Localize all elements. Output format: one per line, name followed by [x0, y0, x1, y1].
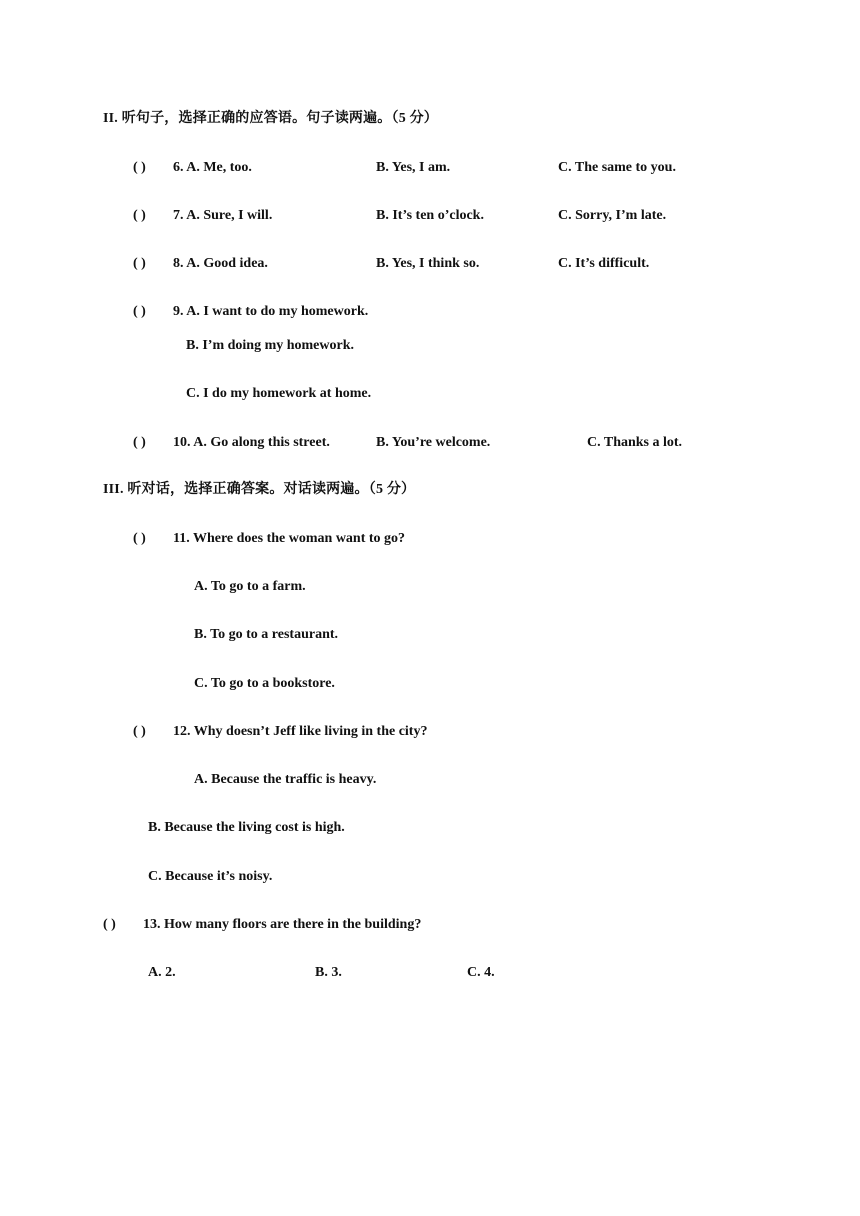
section-3-heading: III. 听对话，选择正确答案。对话读两遍。（5 分）: [103, 482, 416, 497]
q13-option-c: C. 4.: [467, 965, 495, 980]
q11-option-a: A. To go to a farm.: [194, 579, 306, 594]
q13-option-b: B. 3.: [315, 965, 342, 980]
q12-prompt: 12. Why doesn’t Jeff like living in the city?: [173, 724, 428, 739]
q12-option-c: C. Because it’s noisy.: [148, 869, 273, 884]
q12-option-b: B. Because the living cost is high.: [148, 820, 345, 835]
q8-option-a: 8. A. Good idea.: [173, 256, 268, 271]
q11-prompt: 11. Where does the woman want to go?: [173, 531, 406, 546]
q10-option-b: B. You’re welcome.: [376, 435, 491, 450]
q9-option-c: C. I do my homework at home.: [186, 386, 372, 401]
q8-option-c: C. It’s difficult.: [558, 256, 650, 271]
q6-option-a: 6. A. Me, too.: [173, 160, 252, 175]
q9-option-a: 9. A. I want to do my homework.: [173, 304, 369, 319]
answer-blank-q8[interactable]: ( ): [133, 256, 146, 271]
q12-option-a: A. Because the traffic is heavy.: [194, 772, 377, 787]
answer-blank-q13[interactable]: ( ): [103, 917, 116, 932]
q11-option-c: C. To go to a bookstore.: [194, 676, 335, 691]
q9-option-b: B. I’m doing my homework.: [186, 338, 355, 353]
answer-blank-q7[interactable]: ( ): [133, 208, 146, 223]
q7-option-c: C. Sorry, I’m late.: [558, 208, 667, 223]
q10-option-a: 10. A. Go along this street.: [173, 435, 330, 450]
q13-prompt: 13. How many floors are there in the building?: [143, 917, 422, 932]
section-2-heading: II. 听句子，选择正确的应答语。句子读两遍。（5 分）: [103, 111, 438, 126]
answer-blank-q11[interactable]: ( ): [133, 531, 146, 546]
q6-option-b: B. Yes, I am.: [376, 160, 451, 175]
q7-option-b: B. It’s ten o’clock.: [376, 208, 484, 223]
q13-option-a: A. 2.: [148, 965, 176, 980]
answer-blank-q6[interactable]: ( ): [133, 160, 146, 175]
q10-option-c: C. Thanks a lot.: [587, 435, 683, 450]
answer-blank-q9[interactable]: ( ): [133, 304, 146, 319]
answer-blank-q10[interactable]: ( ): [133, 435, 146, 450]
q8-option-b: B. Yes, I think so.: [376, 256, 480, 271]
q6-option-c: C. The same to you.: [558, 160, 676, 175]
answer-blank-q12[interactable]: ( ): [133, 724, 146, 739]
q7-option-a: 7. A. Sure, I will.: [173, 208, 273, 223]
q11-option-b: B. To go to a restaurant.: [194, 627, 339, 642]
